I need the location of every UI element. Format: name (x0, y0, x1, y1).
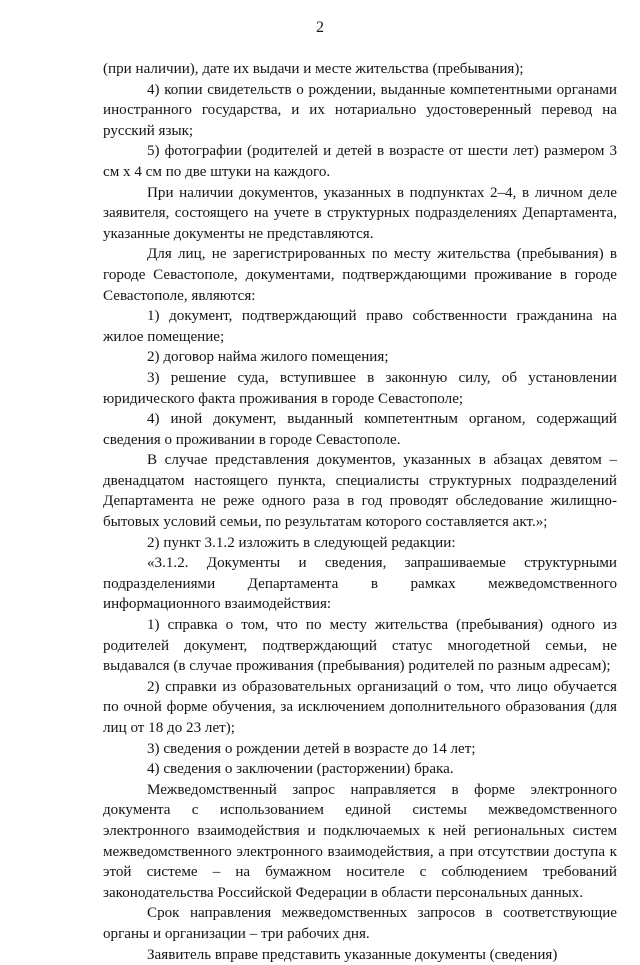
paragraph: В случае представления документов, указанных в абзацах девятом – двенадцатом настоящего пункта, специалисты структурных подразделений Департамента не реже одного раза в год проводят обследование жилищно-бытовых условий семьи, по результатам которого составляется акт.»; (103, 452, 617, 531)
paragraph: 2) пункт 3.1.2 изложить в следующей редакции: (147, 534, 456, 551)
paragraph: «3.1.2. Документы и сведения, запрашиваемые структурными подразделениями Департамента в рамках межведомственного информационного взаимодействия: (103, 555, 617, 613)
paragraph: 1) документ, подтверждающий право собственности гражданина на жилое помещение; (103, 308, 617, 345)
paragraph: 3) сведения о рождении детей в возрасте до 14 лет; (147, 740, 476, 757)
paragraph: 2) справки из образовательных организаций о том, что лицо обучается по очной форме обучения, за исключением дополнительного образования (для лиц от 18 до 23 лет); (103, 678, 617, 736)
document-body (103, 59, 617, 965)
paragraph: (при наличии), дате их выдачи и месте жительства (пребывания); (103, 61, 524, 77)
paragraph: При наличии документов, указанных в подпунктах 2–4, в личном деле заявителя, состоящего на учете в структурных подразделениях Департамента, указанные документы не представляются. (103, 184, 617, 242)
paragraph: 4) копии свидетельств о рождении, выданные компетентными органами иностранного государства, и их нотариально удостоверенный перевод на русский язык; (103, 81, 617, 139)
paragraph: Межведомственный запрос направляется в форме электронного документа с использованием единой системы межведомственного электронного взаимодействия и подключаемых к ней региональных систем межведомственного электронного взаимодействия, а при отсутствии доступа к этой системе – на бумажном носителе с соблюдением требований законодательства Российской Федерации в области персональных данных. (103, 781, 617, 901)
paragraph: 1) справка о том, что по месту жительства (пребывания) одного из родителей документ, подтверждающий статус многодетной семьи, не выдавался (в случае проживания (пребывания) родителей по разным адресам); (103, 617, 617, 675)
paragraph: 5) фотографии (родителей и детей в возрасте от шести лет) размером 3 см х 4 см по две штуки на каждого. (103, 143, 617, 180)
page-number: 2 (316, 19, 324, 36)
paragraph: 3) решение суда, вступившее в законную силу, об установлении юридического факта проживания в городе Севастополе; (103, 369, 617, 407)
paragraph: 2) договор найма жилого помещения; (147, 349, 389, 366)
paragraph: Заявитель вправе представить указанные документы (сведения) (147, 946, 558, 963)
paragraph: 4) сведения о заключении (расторжении) брака. (147, 761, 454, 778)
paragraph: Для лиц, не зарегистрированных по месту жительства (пребывания) в городе Севастополе, документами, подтверждающими проживание в городе Севастополе, являются: (103, 246, 617, 304)
paragraph: Срок направления межведомственных запросов в соответствующие органы и организации – три рабочих дня. (103, 905, 617, 942)
paragraph: 4) иной документ, выданный компетентным органом, содержащий сведения о проживании в городе Севастополе. (103, 411, 617, 448)
